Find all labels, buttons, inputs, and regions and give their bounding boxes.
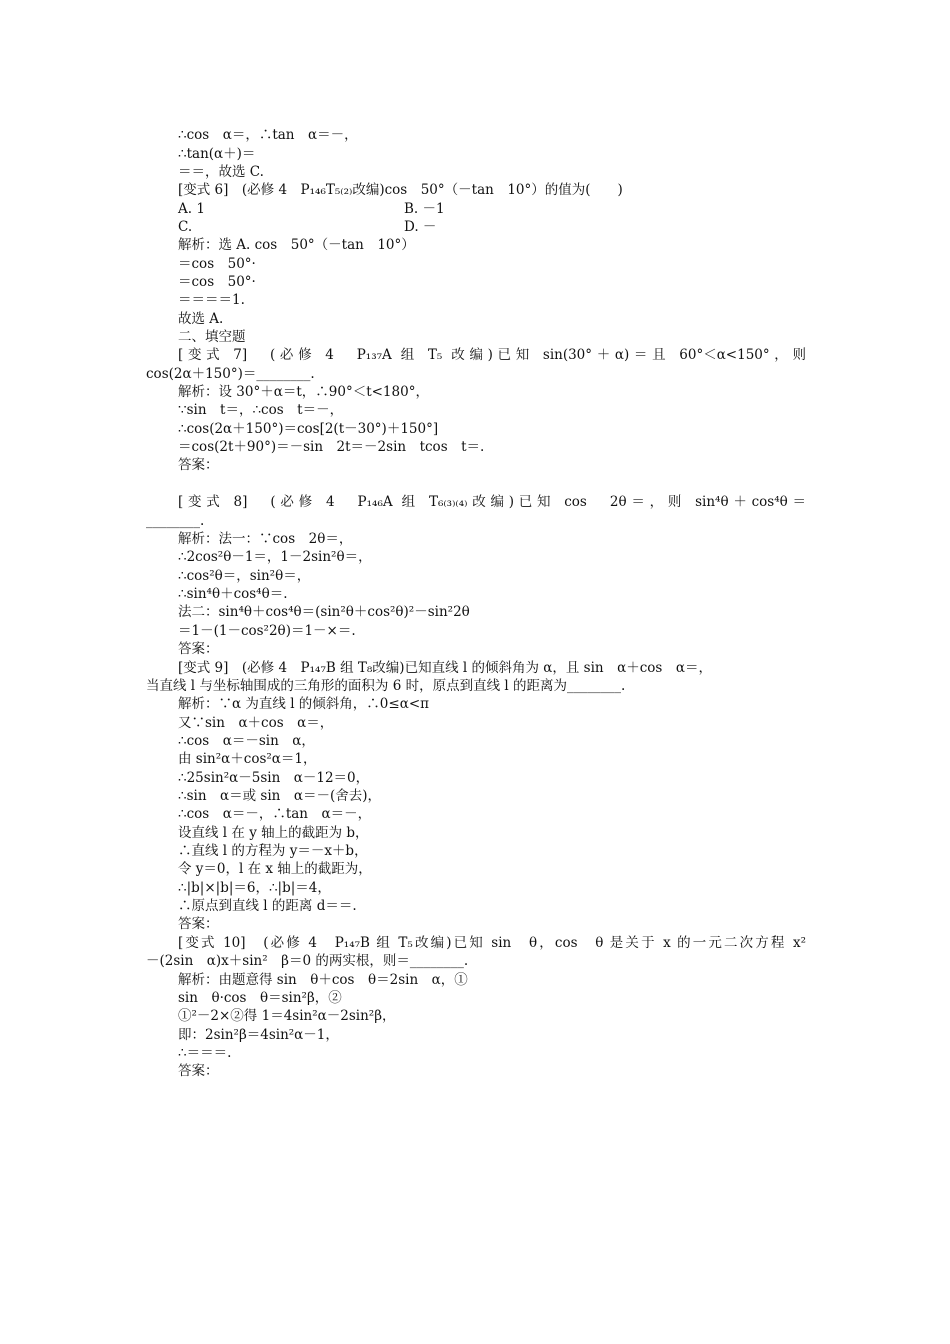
text-line: [0, 273, 950, 291]
line-text: ∴cos α＝－sin α，: [178, 733, 315, 749]
line-text: ∴cos²θ＝，sin²θ＝，: [178, 568, 311, 584]
line-text: ∴sin⁴θ＋cos⁴θ＝.: [178, 586, 288, 602]
line-text: [变式 8] (必修 4 P₁₄₆A 组 T₆₍₃₎₍₄₎改编)已知 cos 2θ＝，则 sin⁴θ＋cos⁴θ＝: [178, 494, 806, 510]
text-line: [0, 530, 950, 548]
text-line: [0, 401, 950, 419]
text-line: [0, 640, 950, 658]
text-line: [0, 842, 950, 860]
line-text: 解析：法一：∵cos 2θ＝，: [178, 531, 353, 547]
text-line: [0, 548, 950, 566]
line-text: 解析：∵α 为直线 l 的倾斜角，∴0≤α<π: [178, 696, 430, 712]
line-text: 答案：: [178, 641, 219, 657]
line-text: ∴＝＝＝.: [178, 1045, 232, 1061]
line-text: ∴cos α＝－，∴tan α＝－，: [178, 806, 372, 822]
text-line: [0, 1026, 950, 1044]
line-text: ＝1－(1－cos²2θ)＝1－×＝.: [178, 623, 356, 639]
text-line: [0, 163, 950, 181]
text-line: [0, 952, 950, 970]
line-text: [变式 9] (必修 4 P₁₄₇B 组 T₈改编)已知直线 l 的倾斜角为 α，且 sin α＋cos α＝，: [178, 660, 712, 676]
text-line: [0, 310, 950, 328]
line-text: 二、填空题: [178, 329, 246, 345]
line-text: ∴直线 l 的方程为 y＝－x＋b，: [178, 843, 368, 859]
line-text: ∴25sin²α－5sin α－12＝0，: [178, 770, 370, 786]
text-line: [0, 750, 950, 768]
line-text: ①²－2×②得 1＝4sin²α－2sin²β，: [178, 1008, 396, 1024]
line-text: ＝cos(2t＋90°)＝－sin 2t＝－2sin tcos t＝.: [178, 439, 485, 455]
text-line: [0, 897, 950, 915]
line-text: 解析：由题意得 sin θ＋cos θ＝2sin α，①: [178, 972, 468, 988]
text-line: [0, 236, 950, 254]
option-text: D. －: [404, 219, 437, 235]
text-line: [0, 420, 950, 438]
text-line: [0, 365, 950, 383]
text-line: [0, 200, 950, 218]
text-line: [0, 456, 950, 474]
line-text: [变式 7] (必修 4 P₁₃₇A 组 T₅ 改编)已知 sin(30°＋α)＝且 60°＜α<150°，则: [178, 347, 806, 363]
text-line: [0, 934, 950, 952]
line-text: ＝＝，故选 C.: [178, 164, 264, 180]
text-line: [0, 218, 950, 236]
line-text: 答案：: [178, 916, 219, 932]
text-line: [0, 383, 950, 401]
line-text: ∴|b|×|b|＝6，∴|b|＝4，: [178, 880, 331, 896]
line-text: 又∵sin α＋cos α＝，: [178, 715, 334, 731]
text-line: [0, 181, 950, 199]
line-text: ＝cos 50°·: [178, 274, 256, 290]
line-text: ∴cos(2α＋150°)＝cos[2(t－30°)＋150°]: [178, 421, 439, 437]
text-line: [0, 512, 950, 530]
line-text: ∵sin t＝，∴cos t＝－，: [178, 402, 344, 418]
line-text: 设直线 l 在 y 轴上的截距为 b，: [178, 825, 369, 841]
text-line: [0, 659, 950, 677]
line-text: ＝cos 50°·: [178, 256, 256, 272]
text-line: [0, 971, 950, 989]
line-text: 故选 A.: [178, 311, 224, 327]
line-text: ∴原点到直线 l 的距离 d＝＝.: [178, 898, 357, 914]
text-line: [0, 915, 950, 933]
line-text: cos(2α＋150°)＝________.: [146, 366, 315, 382]
line-text: 答案：: [178, 457, 219, 473]
text-line: [0, 714, 950, 732]
line-text: －(2sin α)x＋sin² β＝0 的两实根，则＝________.: [146, 953, 469, 969]
text-line: [0, 567, 950, 585]
line-text: 由 sin²α＋cos²α＝1，: [178, 751, 317, 767]
text-line: [0, 1062, 950, 1080]
text-line: [0, 879, 950, 897]
text-line: [0, 291, 950, 309]
text-line: [0, 732, 950, 750]
text-line: [0, 145, 950, 163]
text-line: [0, 346, 950, 364]
line-text: sin θ·cos θ＝sin²β，②: [178, 990, 342, 1006]
line-text: ＝＝＝＝1.: [178, 292, 245, 308]
text-line: [0, 328, 950, 346]
text-line: [0, 1007, 950, 1025]
line-text: 令 y＝0，l 在 x 轴上的截距为，: [178, 861, 372, 877]
text-line: [0, 695, 950, 713]
line-text: A. 1: [178, 201, 205, 217]
line-text: ∴tan(α＋)＝: [178, 146, 256, 162]
text-line: [0, 493, 950, 511]
option-text: B. －1: [404, 201, 445, 217]
text-line: [0, 622, 950, 640]
text-line: [0, 126, 950, 144]
text-line: [0, 824, 950, 842]
text-line: [0, 438, 950, 456]
line-text: C.: [178, 219, 193, 235]
text-line: [0, 805, 950, 823]
line-text: ________.: [146, 513, 205, 529]
text-line: [0, 860, 950, 878]
text-line: [0, 989, 950, 1007]
line-text: 解析：设 30°＋α＝t，∴90°＜t<180°，: [178, 384, 429, 400]
text-line: [0, 255, 950, 273]
line-text: ∴sin α＝或 sin α＝－(舍去)，: [178, 788, 382, 804]
line-text: [变式 6] (必修 4 P₁₄₆T₅₍₂₎改编)cos 50°（－tan 10°）的值为( ): [178, 182, 623, 198]
line-text: 解析：选 A. cos 50°（－tan 10°）: [178, 237, 415, 253]
line-text: 法二：sin⁴θ＋cos⁴θ＝(sin²θ＋cos²θ)²－sin²2θ: [178, 604, 470, 620]
line-text: 当直线 l 与坐标轴围成的三角形的面积为 6 时，原点到直线 l 的距离为________.: [146, 678, 626, 694]
text-line: [0, 585, 950, 603]
text-line: [0, 677, 950, 695]
text-line: [0, 1044, 950, 1062]
line-text: 即：2sin²β＝4sin²α－1，: [178, 1027, 339, 1043]
text-line: [0, 769, 950, 787]
text-line: [0, 603, 950, 621]
line-text: [变式 10] (必修 4 P₁₄₇B 组 T₅改编)已知 sin θ，cos θ 是关于 x 的一元二次方程 x²: [178, 935, 806, 951]
text-line: [0, 787, 950, 805]
line-text: 答案：: [178, 1063, 219, 1079]
line-text: ∴cos α＝，∴tan α＝－，: [178, 127, 358, 143]
line-text: ∴2cos²θ－1＝，1－2sin²θ＝，: [178, 549, 372, 565]
